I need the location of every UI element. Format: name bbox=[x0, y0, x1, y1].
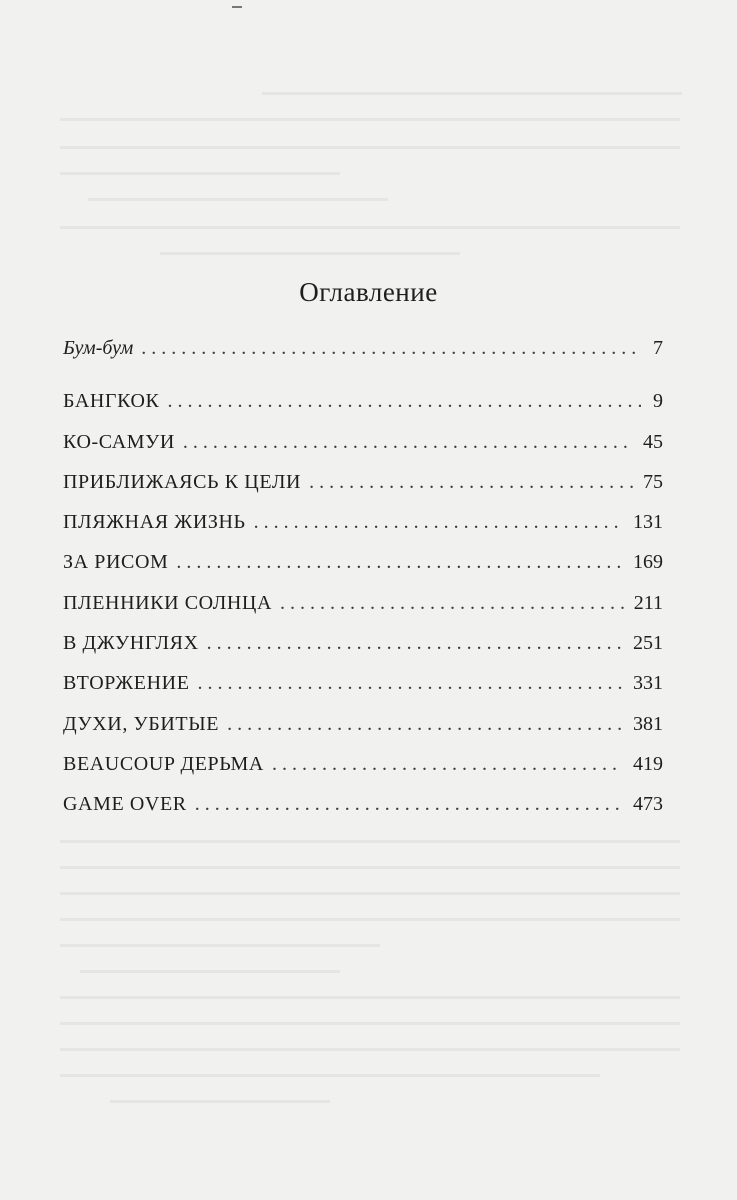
toc-entry[interactable] bbox=[63, 328, 663, 368]
toc-entry-page: 473 bbox=[633, 793, 663, 816]
toc-leader-dots bbox=[176, 542, 623, 582]
toc-leader-dots bbox=[183, 422, 633, 462]
toc-entry-label: БАНГКОК bbox=[63, 390, 160, 413]
toc-entry[interactable] bbox=[63, 744, 663, 784]
toc-entry-label: В ДЖУНГЛЯХ bbox=[63, 632, 199, 655]
toc-leader-dots bbox=[272, 744, 623, 784]
toc-entry[interactable] bbox=[63, 583, 663, 623]
toc-entry-page: 419 bbox=[633, 752, 663, 775]
toc-entry[interactable] bbox=[63, 663, 663, 703]
toc-entry-label: ВТОРЖЕНИЕ bbox=[63, 672, 190, 695]
toc-entry-label: ПЛЕННИКИ СОЛНЦА bbox=[63, 591, 273, 614]
page-top-mark bbox=[232, 0, 242, 8]
toc-leader-dots bbox=[254, 502, 623, 542]
toc-leader-dots bbox=[227, 704, 623, 744]
toc-entry-page: 381 bbox=[633, 712, 663, 735]
toc-entry-page: 75 bbox=[643, 470, 663, 493]
toc-leader-dots bbox=[309, 462, 633, 502]
toc-leader-dots bbox=[195, 784, 623, 824]
toc-entry-label: GAME OVER bbox=[63, 793, 187, 816]
toc-entry-label: КО-САМУИ bbox=[63, 430, 175, 453]
toc-leader-dots bbox=[168, 381, 642, 421]
toc-list bbox=[63, 328, 663, 825]
toc-entry-page: 7 bbox=[653, 337, 663, 359]
toc-entry-label: BEAUCOUP ДЕРЬМА bbox=[63, 752, 264, 775]
toc-entry[interactable] bbox=[63, 542, 663, 582]
toc-entry[interactable] bbox=[63, 381, 663, 421]
toc-entry[interactable] bbox=[63, 502, 663, 542]
toc-entry-page: 211 bbox=[633, 591, 663, 614]
toc-leader-dots bbox=[280, 583, 624, 623]
toc-entry[interactable] bbox=[63, 422, 663, 462]
toc-entry[interactable] bbox=[63, 704, 663, 744]
toc-leader-dots bbox=[207, 623, 623, 663]
toc-entry-page: 131 bbox=[633, 511, 663, 534]
toc-entry[interactable] bbox=[63, 462, 663, 502]
toc-title: Оглавление bbox=[299, 277, 438, 307]
toc-entry-page: 9 bbox=[653, 390, 663, 413]
toc-entry[interactable] bbox=[63, 784, 663, 824]
toc-entry-page: 251 bbox=[633, 632, 663, 655]
toc-entry-label: ПЛЯЖНАЯ ЖИЗНЬ bbox=[63, 511, 246, 534]
toc-entry-page: 331 bbox=[633, 672, 663, 695]
toc-leader-dots bbox=[198, 663, 623, 703]
toc-entry-label: Бум-бум bbox=[63, 337, 134, 359]
toc-entry-page: 169 bbox=[633, 551, 663, 574]
toc-entry-page: 45 bbox=[643, 430, 663, 453]
toc-entry-label: ДУХИ, УБИТЫЕ bbox=[63, 712, 220, 735]
toc-entry[interactable] bbox=[63, 623, 663, 663]
toc-entry-label: ЗА РИСОМ bbox=[63, 551, 169, 574]
toc-entry-label: ПРИБЛИЖАЯСЬ К ЦЕЛИ bbox=[63, 470, 302, 493]
toc-leader-dots bbox=[141, 328, 641, 368]
